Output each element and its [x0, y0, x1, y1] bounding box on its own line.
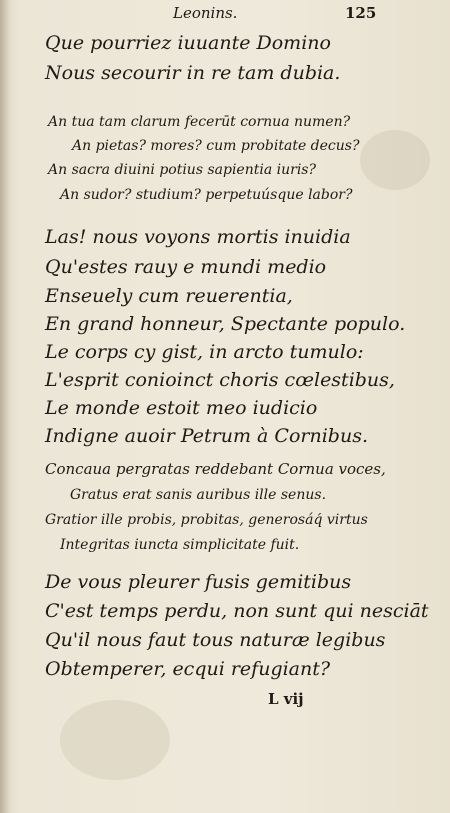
- verse-line: En grand honneur, Spectante populo.: [45, 313, 406, 335]
- verse-line: Las! nous voyons mortis inuidia: [45, 226, 351, 248]
- verse-line: Le monde estoit meo iudicio: [45, 397, 318, 419]
- verse-line: Obtemperer, ecqui refugiant?: [45, 658, 331, 680]
- verse-line: An tua tam clarum fecerūt cornua numen?: [48, 114, 351, 130]
- verse-line: Integritas iuncta simplicitate fuit.: [60, 537, 300, 553]
- verse-line: Nous secourir in re tam dubia.: [45, 62, 341, 84]
- page-gutter: [0, 0, 10, 813]
- verse-line: Le corps cy gist, in arcto tumulo:: [45, 341, 364, 363]
- verse-line: L'esprit conioinct choris cœlestibus,: [45, 369, 395, 391]
- verse-line: An sacra diuini potius sapientia iuris?: [48, 162, 316, 178]
- verse-line: Que pourriez iuuante Domino: [45, 32, 331, 54]
- verse-line: Gratus erat sanis auribus ille senus.: [70, 487, 327, 503]
- verse-line: An sudor? studium? perpetuúsque labor?: [60, 187, 353, 203]
- page-number: 125: [345, 4, 377, 22]
- verse-line: An pietas? mores? cum probitate decus?: [72, 138, 360, 154]
- paper-stain: [60, 700, 170, 780]
- verse-line: C'est temps perdu, non sunt qui nesciāt: [45, 600, 429, 622]
- verse-line: Enseuely cum reuerentia,: [45, 285, 293, 307]
- verse-line: Concaua pergratas reddebant Cornua voces,: [45, 460, 386, 478]
- paper-stain: [360, 130, 430, 190]
- verse-line: Gratior ille probis, probitas, generosáq́ virtus: [45, 512, 368, 528]
- verse-line: Qu'il nous faut tous naturæ legibus: [45, 629, 386, 651]
- verse-line: Indigne auoir Petrum à Cornibus.: [45, 425, 368, 447]
- verse-line: Qu'estes rauy e mundi medio: [45, 256, 327, 278]
- signature-mark: L vij: [268, 690, 304, 708]
- running-title: Leonins.: [173, 4, 238, 22]
- verse-line: De vous pleurer fusis gemitibus: [45, 571, 352, 593]
